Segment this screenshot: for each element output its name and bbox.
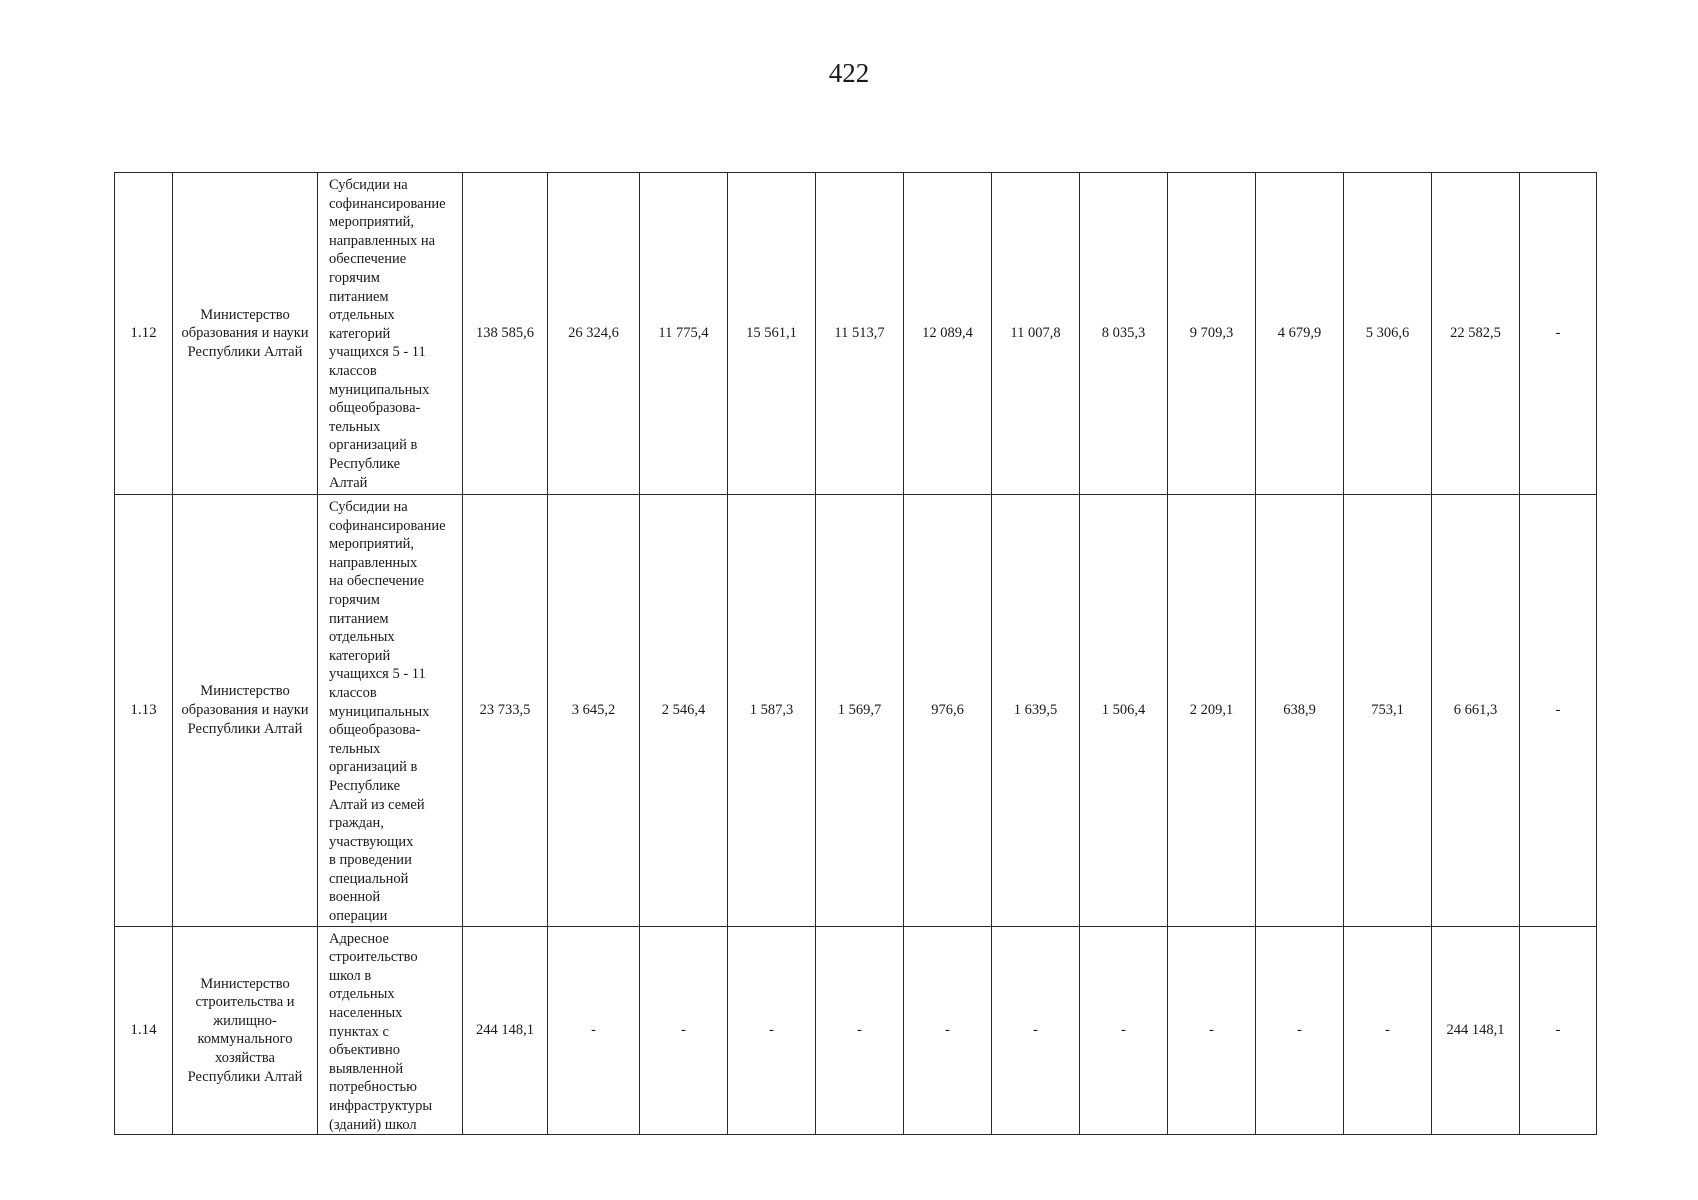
value-cell: 1 506,4 (1080, 495, 1168, 927)
value-cell: 11 775,4 (640, 173, 728, 495)
description-text: Субсидии на софинансирование мероприятий, направленных на обеспечение горячим питанием отдельных категорий учащихся 5 - 11 классов муниципальных общеобразова- тельных организаций в Республике Алтай из семей граждан, участвующих в проведении специальной военной операции (329, 499, 446, 925)
description-text: Субсидии на софинансирование мероприятий, направленных на обеспечение горячим питанием отдельных категорий учащихся 5 - 11 классов муниципальных общеобразова- тельных организаций в Республике Алтай (329, 177, 446, 491)
table-body (115, 173, 1597, 1135)
value-cell: 6 661,3 (1432, 495, 1520, 927)
page-number: 422 (828, 58, 870, 88)
value-cell: 753,1 (1344, 495, 1432, 927)
value-cell: 5 306,6 (1344, 173, 1432, 495)
value-cell: 22 582,5 (1432, 173, 1520, 495)
value-cell: 12 089,4 (904, 173, 992, 495)
budget-table (114, 172, 1597, 1135)
table-row (115, 926, 1597, 1135)
description-text: Адресное строительство школ в отдельных населенных пунктах с объективно выявленной потребностью инфраструктуры (зданий) школ (329, 930, 433, 1133)
value-cell: 1 569,7 (816, 495, 904, 927)
row-number-cell: 1.14 (115, 926, 173, 1135)
value-cell: 8 035,3 (1080, 173, 1168, 495)
organization-cell: Министерство образования и науки Республики Алтай (173, 173, 318, 495)
value-cell: 2 209,1 (1168, 495, 1256, 927)
value-cell: 2 546,4 (640, 495, 728, 927)
description-cell (318, 173, 463, 495)
value-cell: 244 148,1 (463, 926, 548, 1135)
table-row (115, 173, 1597, 495)
value-cell: - (1520, 926, 1597, 1135)
value-cell: 244 148,1 (1432, 926, 1520, 1135)
value-cell: 11 513,7 (816, 173, 904, 495)
value-cell: 11 007,8 (992, 173, 1080, 495)
value-cell: 1 587,3 (728, 495, 816, 927)
value-cell: - (1168, 926, 1256, 1135)
value-cell: 4 679,9 (1256, 173, 1344, 495)
table-row (115, 495, 1597, 927)
value-cell: 9 709,3 (1168, 173, 1256, 495)
value-cell: - (1344, 926, 1432, 1135)
value-cell: 15 561,1 (728, 173, 816, 495)
row-number-cell: 1.13 (115, 495, 173, 927)
value-cell: 638,9 (1256, 495, 1344, 927)
organization-cell: Министерство образования и науки Республики Алтай (173, 495, 318, 927)
value-cell: 23 733,5 (463, 495, 548, 927)
value-cell: - (1520, 495, 1597, 927)
organization-cell: Министерство строительства и жилищно-коммунального хозяйства Республики Алтай (173, 926, 318, 1135)
value-cell: - (904, 926, 992, 1135)
value-cell: 138 585,6 (463, 173, 548, 495)
value-cell: - (548, 926, 640, 1135)
value-cell: - (1256, 926, 1344, 1135)
value-cell: - (728, 926, 816, 1135)
value-cell: 976,6 (904, 495, 992, 927)
value-cell: - (1520, 173, 1597, 495)
value-cell: 3 645,2 (548, 495, 640, 927)
row-number-cell: 1.12 (115, 173, 173, 495)
value-cell: - (992, 926, 1080, 1135)
value-cell: - (1080, 926, 1168, 1135)
value-cell: - (816, 926, 904, 1135)
value-cell: 26 324,6 (548, 173, 640, 495)
description-cell (318, 926, 463, 1135)
description-cell (318, 495, 463, 927)
value-cell: 1 639,5 (992, 495, 1080, 927)
value-cell: - (640, 926, 728, 1135)
